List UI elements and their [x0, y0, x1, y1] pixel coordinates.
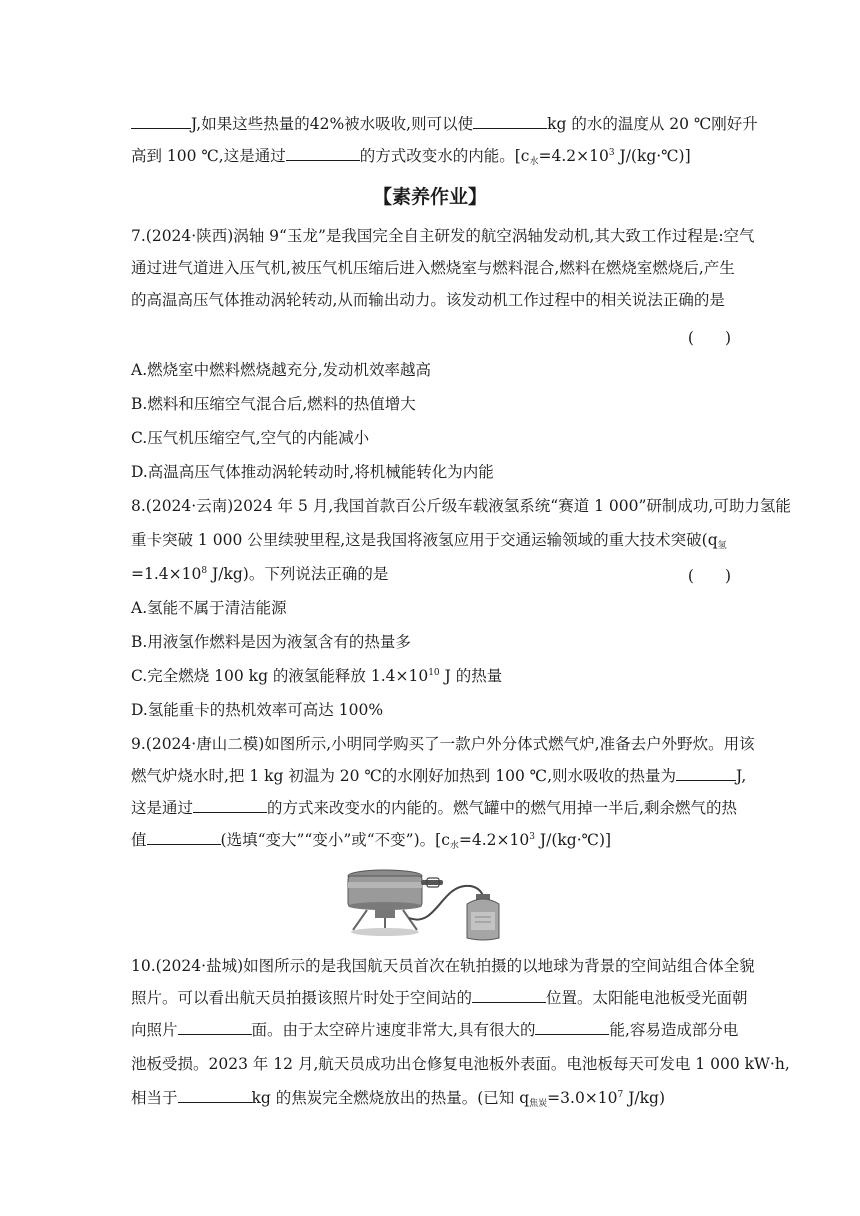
answer-blank	[286, 146, 360, 161]
answer-blank	[535, 1020, 609, 1035]
answer-blank	[472, 988, 546, 1003]
q7-answer-paren: ( )	[687, 329, 731, 347]
q7-line-3: 的高温高压气体推动涡轮转动,从而输出动力。该发动机工作过程中的相关说法正确的是	[131, 291, 725, 309]
q9-line-2: 燃气炉烧水时,把 1 kg 初温为 20 ℃的水刚好加热到 100 ℃,则水吸收的热量为 J,	[131, 767, 747, 785]
q8-line-3: $=1.4\times 10^8$ J/kg)。下列说法正确的是	[131, 565, 389, 583]
q9-line-4: 值 (选填“变大”“变小”或“不变”)。[c水$=4.2\times 10^3$ J/(kg·℃)]	[131, 831, 612, 851]
answer-blank	[193, 798, 267, 813]
q9-line-1: 9.(2024·唐山二模)如图所示,小明同学购买了一款户外分体式燃气炉,准备去户外野炊。用该	[131, 735, 755, 753]
q6-line-2: 高到 100 ℃,这是通过 的方式改变水的内能。[c水$=4.2\times 10^3$ J/(kg·℃)]	[131, 147, 691, 167]
q10-line-2: 照片。可以看出航天员拍摄该照片时处于空间站的 位置。太阳能电池板受光面朝	[131, 989, 748, 1007]
q10-line-1: 10.(2024·盐城)如图所示的是我国航天员首次在轨拍摄的以地球为背景的空间站组合体全貌	[131, 957, 755, 975]
q7-line-1: 7.(2024·陕西)涡轴 9“玉龙”是我国完全自主研发的航空涡轴发动机,其大致工作过程是:空气	[131, 227, 755, 245]
q8-answer-paren: ( )	[687, 567, 731, 585]
q7-option-d: D.高温高压气体推动涡轮转动时,将机械能转化为内能	[131, 463, 494, 481]
q10-line-4: 池板受损。2023 年 12 月,航天员成功出仓修复电池板外表面。电池板每天可发电 1 000 kW·h,	[131, 1055, 790, 1073]
q8-line-2: 重卡突破 1 000 公里续驶里程,这是我国将液氢应用于交通运输领域的重大技术突破(q氢	[131, 531, 727, 551]
answer-blank	[147, 830, 221, 845]
answer-blank	[473, 114, 547, 129]
answer-blank	[178, 1088, 252, 1103]
section-title: 【素养作业】	[372, 186, 487, 208]
q10-line-5: 相当于 kg 的焦炭完全燃烧放出的热量。(已知 q焦炭$=3.0\times 10^7$ J/kg)	[131, 1089, 665, 1109]
q7-option-b: B.燃料和压缩空气混合后,燃料的热值增大	[131, 395, 416, 413]
q8-option-b: B.用液氢作燃料是因为液氢含有的热量多	[131, 633, 411, 651]
q7-option-c: C.压气机压缩空气,空气的内能减小	[131, 429, 370, 447]
q8-line-1: 8.(2024·云南)2024 年 5 月,我国首款百公斤级车载液氢系统“赛道 1 000”研制成功,可助力氢能	[131, 497, 791, 515]
answer-blank	[178, 1020, 252, 1035]
q8-option-a: A.氢能不属于清洁能源	[131, 599, 287, 617]
answer-blank	[676, 766, 736, 781]
q6-line-1: J,如果这些热量的42%被水吸收,则可以使 kg 的水的温度从 20 ℃刚好升	[131, 114, 731, 134]
answer-blank	[131, 114, 191, 129]
q7-line-2: 通过进气道进入压气机,被压气机压缩后进入燃烧室与燃料混合,燃料在燃烧室燃烧后,产生	[131, 259, 735, 277]
q8-option-c: C.完全燃烧 100 kg 的液氢能释放 $1.4\times 10^{10}$ J 的热量	[131, 667, 503, 685]
gas-stove-figure	[345, 868, 517, 944]
q8-option-d: D.氢能重卡的热机效率可高达 100%	[131, 701, 384, 719]
q9-line-3: 这是通过 的方式来改变水的内能的。燃气罐中的燃气用掉一半后,剩余燃气的热	[131, 799, 737, 817]
q7-option-a: A.燃烧室中燃料燃烧越充分,发动机效率越高	[131, 361, 432, 379]
q10-line-3: 向照片 面。由于太空碎片速度非常大,具有很大的 能,容易造成部分电	[131, 1021, 739, 1039]
